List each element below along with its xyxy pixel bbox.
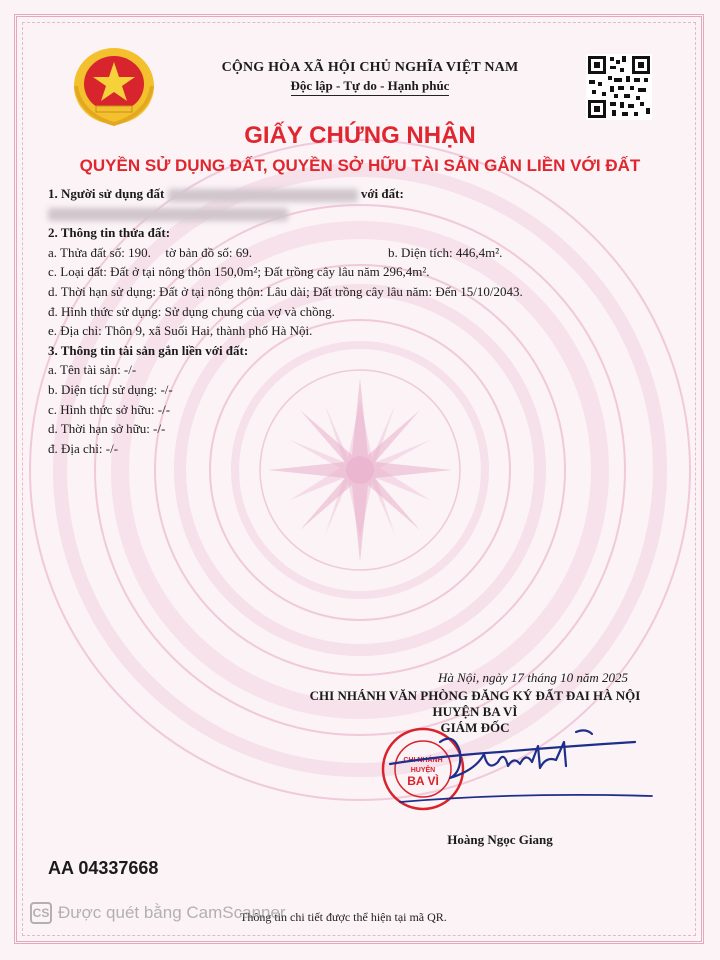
- stamp-line2: HUYỆN: [410, 767, 436, 774]
- document-title: GIẤY CHỨNG NHẬN: [244, 122, 476, 149]
- signer-name: Hoàng Ngọc Giang: [447, 832, 553, 847]
- stamp-line3: BA VÌ: [407, 774, 439, 788]
- redacted-owner-name: [48, 208, 288, 221]
- parcel-number: a. Thửa đất số: 190.: [48, 244, 151, 260]
- redacted-owner-line: [48, 204, 668, 224]
- issuing-office: CHI NHÁNH VĂN PHÒNG ĐĂNG KÝ ĐẤT ĐAI HÀ NỘI: [309, 688, 641, 703]
- qr-note: Thông tin chi tiết được thể hiện tại mã QR.: [240, 910, 447, 924]
- section3-heading: 3. Thông tin tài sản gắn liền với đất:: [48, 342, 249, 358]
- national-motto: Độc lập - Tự do - Hạnh phúc: [291, 78, 450, 96]
- section2-heading: 2. Thông tin thửa đất:: [48, 225, 171, 241]
- signature-icon: [380, 712, 660, 822]
- certificate-body: [48, 184, 668, 458]
- document-header: [160, 60, 580, 96]
- qr-code-icon: [586, 54, 652, 120]
- issue-date: Hà Nội, ngày 17 tháng 10 năm 2025: [438, 670, 628, 685]
- camscanner-logo-icon: CS: [30, 902, 52, 924]
- land-area: b. Diện tích: 446,4m².: [388, 244, 503, 260]
- parcel-line: [48, 243, 668, 263]
- stamp-line1: CHI NHÁNH: [403, 757, 443, 764]
- section1-heading-end: với đất:: [360, 186, 404, 201]
- asset-usable-area: b. Diện tích sử dụng: -/-: [48, 381, 173, 397]
- redacted-text: [168, 189, 358, 202]
- section1-heading-start: 1. Người sử dụng đất: [48, 186, 165, 201]
- document-subtitle: QUYỀN SỬ DỤNG ĐẤT, QUYỀN SỞ HỮU TÀI SẢN GẮN LIỀN VỚI ĐẤT: [79, 156, 641, 175]
- nation-name: CỘNG HÒA XÃ HỘI CHỦ NGHĨA VIỆT NAM: [221, 60, 519, 75]
- usage-term: d. Thời hạn sử dụng: Đất ở tại nông thôn: Lâu dài; Đất trồng cây lâu năm: Đến 15/10/2043.: [48, 283, 523, 299]
- asset-ownership-form: c. Hình thức sở hữu: -/-: [48, 401, 171, 417]
- camscanner-text: Được quét bằng CamScanner: [58, 903, 286, 922]
- asset-ownership-term: d. Thời hạn sở hữu: -/-: [48, 421, 166, 437]
- usage-form: đ. Hình thức sử dụng: Sử dụng chung của vợ và chồng.: [48, 303, 335, 319]
- camscanner-watermark: [30, 902, 286, 924]
- issuing-district: HUYỆN BA VÌ: [432, 704, 518, 719]
- land-type: c. Loại đất: Đất ở tại nông thôn 150,0m²; Đất trồng cây lâu năm 296,4m².: [48, 264, 430, 280]
- serial-number: AA 04337668: [48, 858, 159, 878]
- section1-heading: [48, 184, 668, 204]
- map-sheet-number: tờ bản đồ số: 69.: [165, 244, 253, 260]
- land-address: e. Địa chỉ: Thôn 9, xã Suối Hai, thành phố Hà Nội.: [48, 323, 313, 339]
- signer-position: GIÁM ĐỐC: [440, 720, 510, 735]
- asset-address: đ. Địa chỉ: -/-: [48, 440, 119, 456]
- national-emblem-icon: [68, 44, 160, 128]
- asset-name: a. Tên tài sản: -/-: [48, 362, 137, 378]
